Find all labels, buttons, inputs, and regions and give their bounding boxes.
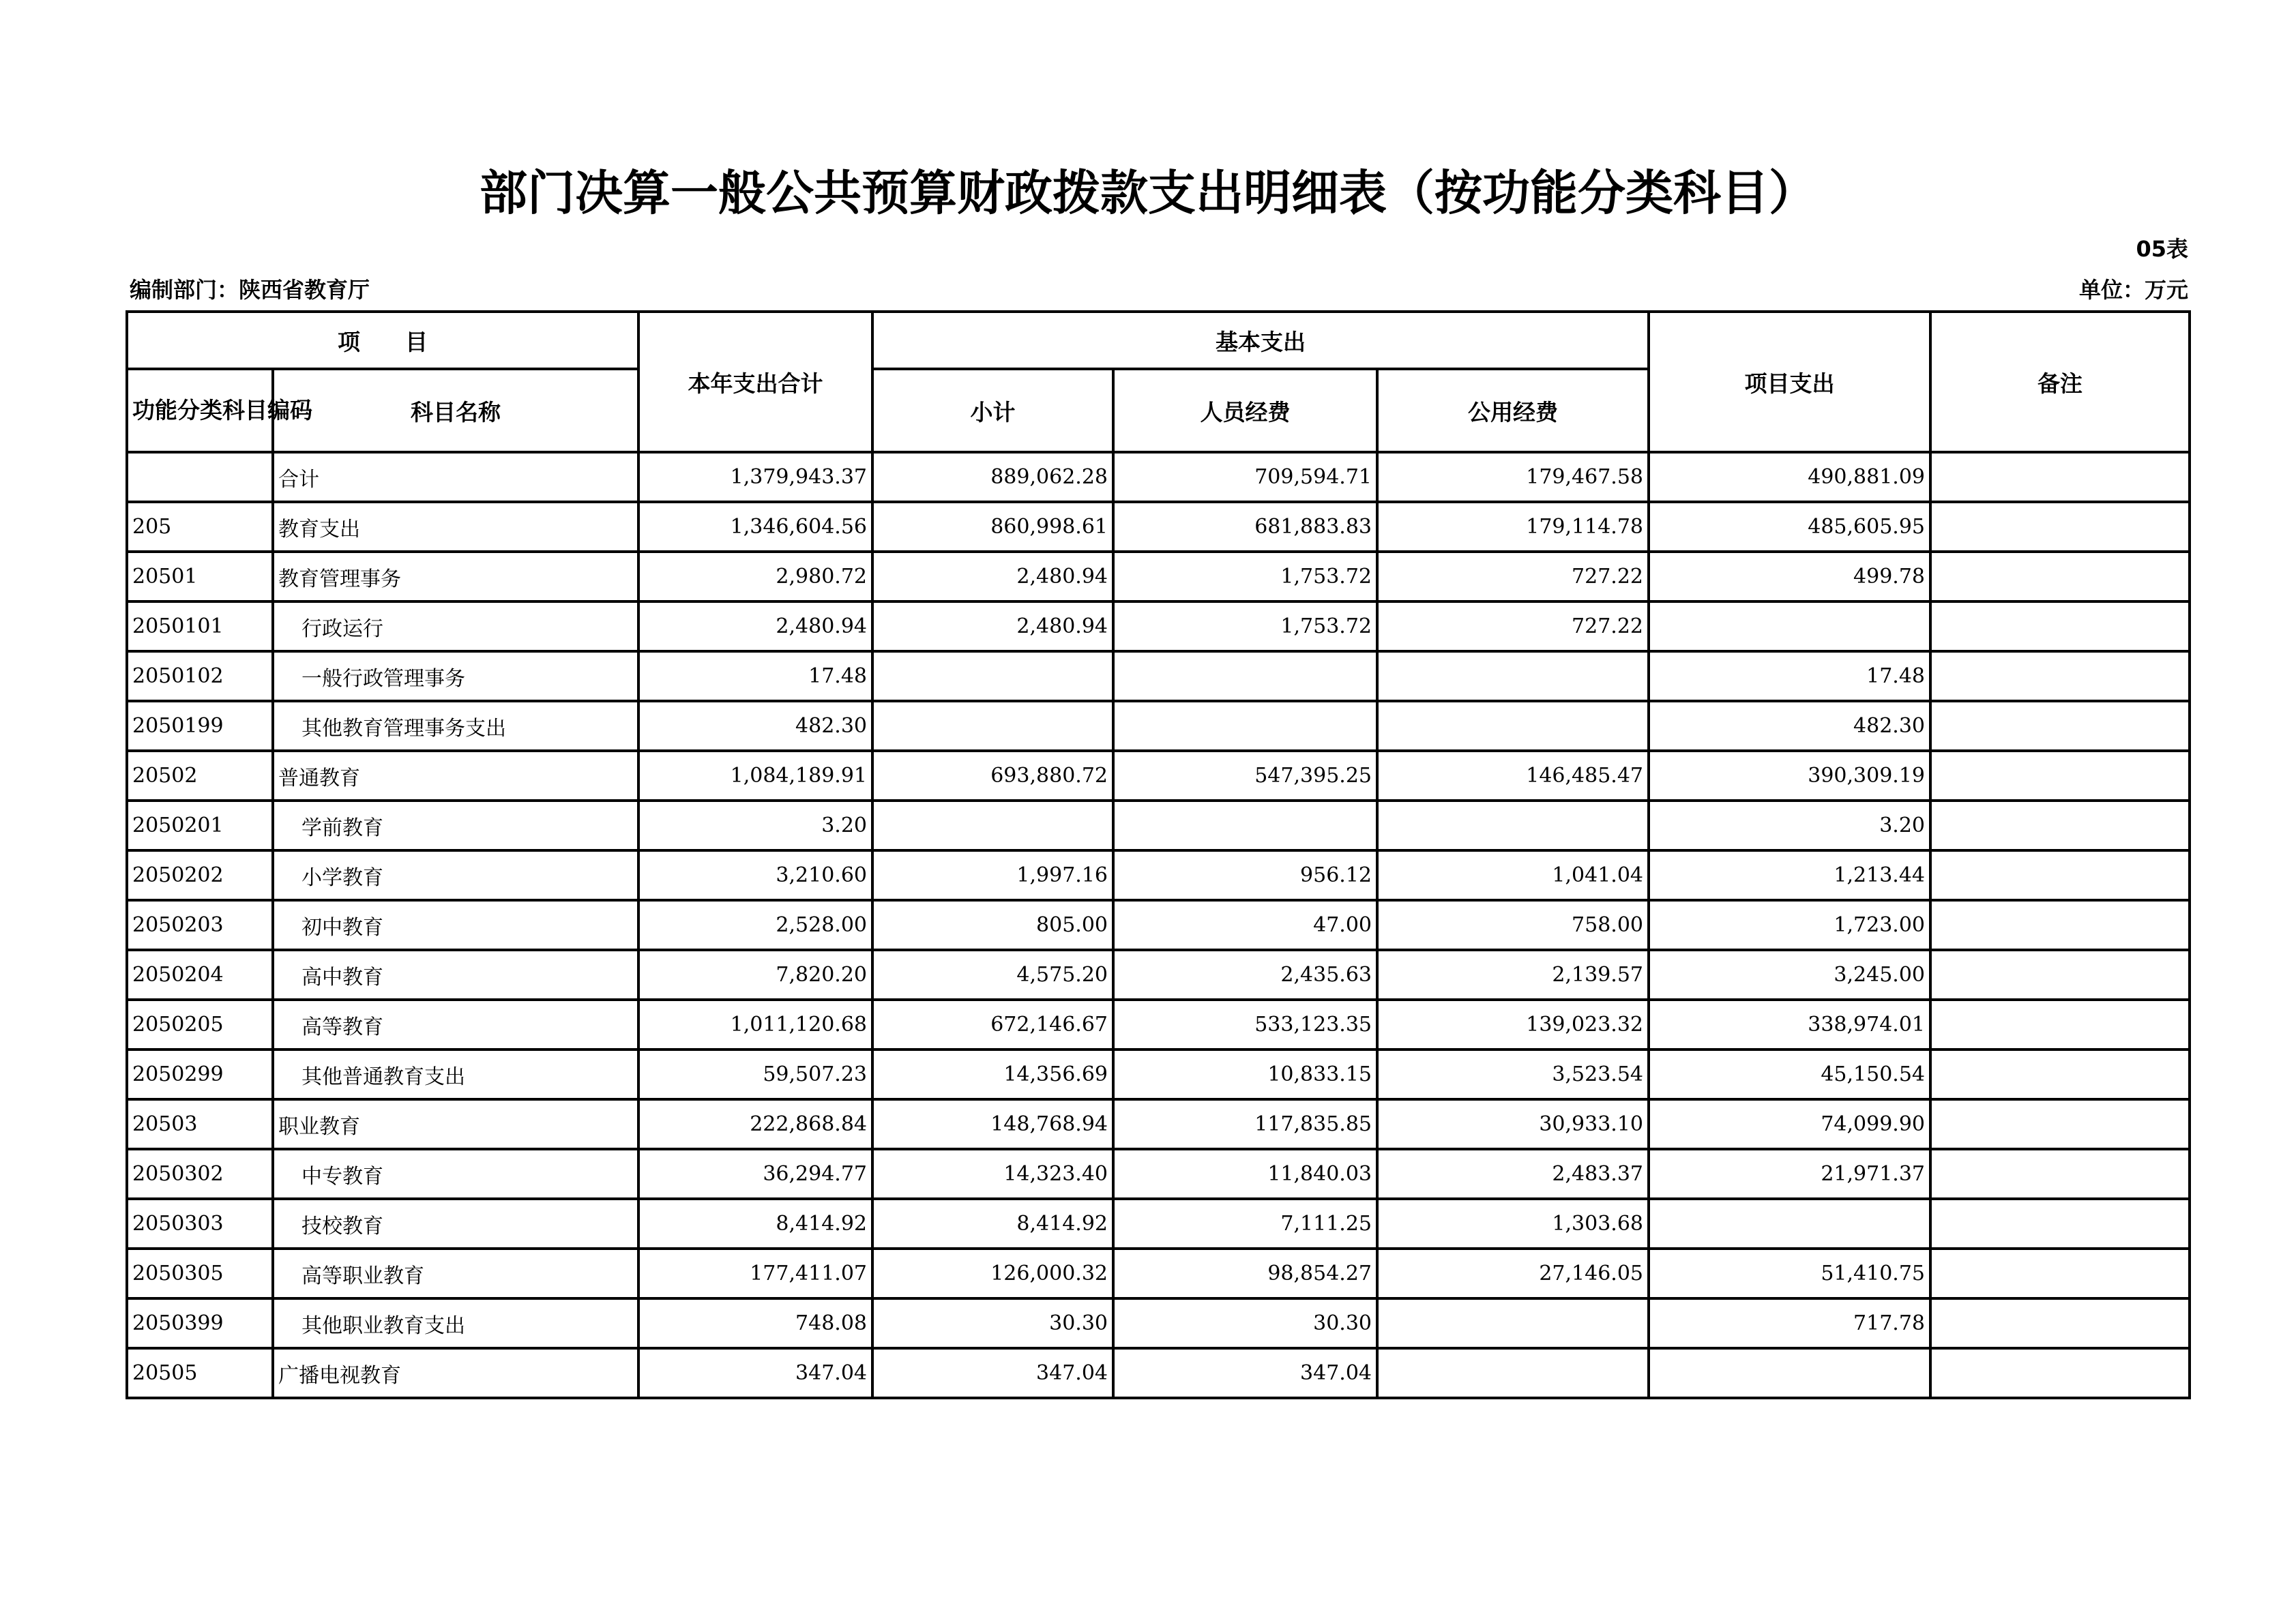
cell-remark bbox=[1930, 950, 2190, 1000]
cell-name: 职业教育 bbox=[273, 1099, 638, 1149]
cell-name: 其他教育管理事务支出 bbox=[273, 701, 638, 751]
cell-subtotal: 14,356.69 bbox=[872, 1049, 1113, 1099]
cell-project: 485,605.95 bbox=[1649, 502, 1930, 552]
cell-public: 179,114.78 bbox=[1377, 502, 1649, 552]
cell-public: 3,523.54 bbox=[1377, 1049, 1649, 1099]
cell-project: 1,213.44 bbox=[1649, 850, 1930, 900]
cell-remark bbox=[1930, 452, 2190, 502]
cell-code: 2050203 bbox=[127, 900, 273, 950]
cell-name: 教育管理事务 bbox=[273, 552, 638, 601]
cell-remark bbox=[1930, 1249, 2190, 1298]
cell-public: 27,146.05 bbox=[1377, 1249, 1649, 1298]
cell-public: 30,933.10 bbox=[1377, 1099, 1649, 1149]
header-code: 功能分类科目编码 bbox=[127, 369, 273, 452]
header-public: 公用经费 bbox=[1377, 369, 1649, 452]
cell-total: 8,414.92 bbox=[638, 1199, 872, 1249]
cell-project: 51,410.75 bbox=[1649, 1249, 1930, 1298]
cell-project bbox=[1649, 1199, 1930, 1249]
table-row bbox=[127, 651, 2190, 701]
cell-project: 3.20 bbox=[1649, 801, 1930, 850]
cell-remark bbox=[1930, 751, 2190, 801]
cell-code: 20505 bbox=[127, 1348, 273, 1398]
cell-personnel: 1,753.72 bbox=[1113, 601, 1377, 651]
table-row bbox=[127, 950, 2190, 1000]
cell-subtotal: 2,480.94 bbox=[872, 601, 1113, 651]
cell-subtotal bbox=[872, 651, 1113, 701]
cell-code: 205 bbox=[127, 502, 273, 552]
cell-public: 146,485.47 bbox=[1377, 751, 1649, 801]
cell-personnel: 7,111.25 bbox=[1113, 1199, 1377, 1249]
table-row bbox=[127, 751, 2190, 801]
cell-remark bbox=[1930, 1099, 2190, 1149]
header-row-1 bbox=[127, 312, 2190, 369]
cell-name: 中专教育 bbox=[273, 1149, 638, 1199]
cell-public bbox=[1377, 1348, 1649, 1398]
cell-public: 727.22 bbox=[1377, 601, 1649, 651]
cell-personnel bbox=[1113, 801, 1377, 850]
cell-personnel: 956.12 bbox=[1113, 850, 1377, 900]
cell-code: 20501 bbox=[127, 552, 273, 601]
cell-subtotal bbox=[872, 801, 1113, 850]
cell-project: 21,971.37 bbox=[1649, 1149, 1930, 1199]
cell-name: 高等教育 bbox=[273, 1000, 638, 1049]
table-row bbox=[127, 1049, 2190, 1099]
table-row bbox=[127, 1149, 2190, 1199]
cell-subtotal: 2,480.94 bbox=[872, 552, 1113, 601]
cell-remark bbox=[1930, 1000, 2190, 1049]
cell-total: 1,084,189.91 bbox=[638, 751, 872, 801]
cell-subtotal: 693,880.72 bbox=[872, 751, 1113, 801]
table-row bbox=[127, 1249, 2190, 1298]
cell-personnel bbox=[1113, 651, 1377, 701]
cell-name: 教育支出 bbox=[273, 502, 638, 552]
cell-subtotal: 14,323.40 bbox=[872, 1149, 1113, 1199]
cell-name: 行政运行 bbox=[273, 601, 638, 651]
cell-name: 其他普通教育支出 bbox=[273, 1049, 638, 1099]
header-project-expenditure: 项目支出 bbox=[1649, 312, 1930, 452]
cell-public: 727.22 bbox=[1377, 552, 1649, 601]
cell-code: 2050199 bbox=[127, 701, 273, 751]
page-title: 部门决算一般公共预算财政拨款支出明细表（按功能分类科目） bbox=[480, 165, 1816, 221]
table-row bbox=[127, 701, 2190, 751]
cell-name: 普通教育 bbox=[273, 751, 638, 801]
cell-personnel: 533,123.35 bbox=[1113, 1000, 1377, 1049]
cell-project: 482.30 bbox=[1649, 701, 1930, 751]
header-project: 项 目 bbox=[127, 312, 638, 369]
cell-total: 59,507.23 bbox=[638, 1049, 872, 1099]
cell-total: 3,210.60 bbox=[638, 850, 872, 900]
cell-subtotal: 4,575.20 bbox=[872, 950, 1113, 1000]
cell-total: 177,411.07 bbox=[638, 1249, 872, 1298]
table-row bbox=[127, 900, 2190, 950]
header-remark: 备注 bbox=[1930, 312, 2190, 452]
cell-remark bbox=[1930, 552, 2190, 601]
compiling-department: 编制部门：陕西省教育厅 bbox=[130, 277, 370, 303]
cell-project: 3,245.00 bbox=[1649, 950, 1930, 1000]
cell-code: 2050299 bbox=[127, 1049, 273, 1099]
cell-public: 758.00 bbox=[1377, 900, 1649, 950]
cell-name: 高等职业教育 bbox=[273, 1249, 638, 1298]
cell-personnel: 98,854.27 bbox=[1113, 1249, 1377, 1298]
header-subtotal: 小计 bbox=[872, 369, 1113, 452]
table-row bbox=[127, 601, 2190, 651]
cell-code: 2050102 bbox=[127, 651, 273, 701]
cell-code: 20503 bbox=[127, 1099, 273, 1149]
cell-total: 3.20 bbox=[638, 801, 872, 850]
cell-total: 482.30 bbox=[638, 701, 872, 751]
cell-remark bbox=[1930, 1298, 2190, 1348]
cell-total: 17.48 bbox=[638, 651, 872, 701]
cell-subtotal: 860,998.61 bbox=[872, 502, 1113, 552]
cell-subtotal: 1,997.16 bbox=[872, 850, 1113, 900]
cell-total: 36,294.77 bbox=[638, 1149, 872, 1199]
cell-personnel: 11,840.03 bbox=[1113, 1149, 1377, 1199]
cell-code: 2050202 bbox=[127, 850, 273, 900]
cell-name: 一般行政管理事务 bbox=[273, 651, 638, 701]
cell-remark bbox=[1930, 1348, 2190, 1398]
cell-name: 初中教育 bbox=[273, 900, 638, 950]
cell-remark bbox=[1930, 1049, 2190, 1099]
cell-code: 20502 bbox=[127, 751, 273, 801]
cell-public: 2,139.57 bbox=[1377, 950, 1649, 1000]
cell-project: 390,309.19 bbox=[1649, 751, 1930, 801]
cell-personnel: 2,435.63 bbox=[1113, 950, 1377, 1000]
cell-public: 139,023.32 bbox=[1377, 1000, 1649, 1049]
cell-code: 2050204 bbox=[127, 950, 273, 1000]
cell-name: 学前教育 bbox=[273, 801, 638, 850]
table-row bbox=[127, 850, 2190, 900]
header-personnel: 人员经费 bbox=[1113, 369, 1377, 452]
table-row bbox=[127, 502, 2190, 552]
cell-project: 338,974.01 bbox=[1649, 1000, 1930, 1049]
header-basic: 基本支出 bbox=[872, 312, 1649, 369]
table-row bbox=[127, 452, 2190, 502]
table-row bbox=[127, 1199, 2190, 1249]
header-name: 科目名称 bbox=[273, 369, 638, 452]
cell-project: 490,881.09 bbox=[1649, 452, 1930, 502]
table-row bbox=[127, 801, 2190, 850]
cell-total: 1,011,120.68 bbox=[638, 1000, 872, 1049]
cell-project: 45,150.54 bbox=[1649, 1049, 1930, 1099]
cell-subtotal: 889,062.28 bbox=[872, 452, 1113, 502]
expenditure-table bbox=[126, 310, 2191, 1399]
cell-project: 717.78 bbox=[1649, 1298, 1930, 1348]
cell-remark bbox=[1930, 502, 2190, 552]
cell-project: 17.48 bbox=[1649, 651, 1930, 701]
cell-remark bbox=[1930, 701, 2190, 751]
table-row bbox=[127, 552, 2190, 601]
cell-project: 499.78 bbox=[1649, 552, 1930, 601]
cell-name: 其他职业教育支出 bbox=[273, 1298, 638, 1348]
cell-public: 1,303.68 bbox=[1377, 1199, 1649, 1249]
cell-personnel: 10,833.15 bbox=[1113, 1049, 1377, 1099]
cell-subtotal: 672,146.67 bbox=[872, 1000, 1113, 1049]
table-row bbox=[127, 1099, 2190, 1149]
cell-personnel: 117,835.85 bbox=[1113, 1099, 1377, 1149]
header-total: 本年支出合计 bbox=[638, 312, 872, 452]
cell-code: 2050303 bbox=[127, 1199, 273, 1249]
cell-remark bbox=[1930, 1199, 2190, 1249]
cell-total: 2,528.00 bbox=[638, 900, 872, 950]
cell-name: 高中教育 bbox=[273, 950, 638, 1000]
cell-subtotal: 805.00 bbox=[872, 900, 1113, 950]
cell-personnel: 547,395.25 bbox=[1113, 751, 1377, 801]
cell-code: 2050101 bbox=[127, 601, 273, 651]
cell-personnel: 709,594.71 bbox=[1113, 452, 1377, 502]
cell-total: 2,980.72 bbox=[638, 552, 872, 601]
cell-name: 广播电视教育 bbox=[273, 1348, 638, 1398]
cell-total: 748.08 bbox=[638, 1298, 872, 1348]
cell-total: 347.04 bbox=[638, 1348, 872, 1398]
cell-remark bbox=[1930, 1149, 2190, 1199]
cell-public bbox=[1377, 701, 1649, 751]
cell-subtotal: 126,000.32 bbox=[872, 1249, 1113, 1298]
cell-remark bbox=[1930, 651, 2190, 701]
cell-code bbox=[127, 452, 273, 502]
table-row bbox=[127, 1000, 2190, 1049]
cell-public bbox=[1377, 801, 1649, 850]
cell-project bbox=[1649, 1348, 1930, 1398]
form-number: 05表 bbox=[2136, 236, 2188, 262]
cell-personnel: 681,883.83 bbox=[1113, 502, 1377, 552]
cell-code: 2050201 bbox=[127, 801, 273, 850]
cell-personnel: 347.04 bbox=[1113, 1348, 1377, 1398]
cell-name: 小学教育 bbox=[273, 850, 638, 900]
cell-name: 技校教育 bbox=[273, 1199, 638, 1249]
cell-subtotal: 30.30 bbox=[872, 1298, 1113, 1348]
cell-code: 2050205 bbox=[127, 1000, 273, 1049]
cell-total: 1,379,943.37 bbox=[638, 452, 872, 502]
cell-project: 1,723.00 bbox=[1649, 900, 1930, 950]
cell-code: 2050302 bbox=[127, 1149, 273, 1199]
cell-subtotal: 8,414.92 bbox=[872, 1199, 1113, 1249]
cell-subtotal: 148,768.94 bbox=[872, 1099, 1113, 1149]
cell-public: 1,041.04 bbox=[1377, 850, 1649, 900]
cell-code: 2050399 bbox=[127, 1298, 273, 1348]
cell-total: 1,346,604.56 bbox=[638, 502, 872, 552]
cell-project: 74,099.90 bbox=[1649, 1099, 1930, 1149]
cell-total: 7,820.20 bbox=[638, 950, 872, 1000]
cell-subtotal bbox=[872, 701, 1113, 751]
cell-total: 2,480.94 bbox=[638, 601, 872, 651]
cell-personnel bbox=[1113, 701, 1377, 751]
table-row bbox=[127, 1348, 2190, 1398]
cell-personnel: 1,753.72 bbox=[1113, 552, 1377, 601]
cell-remark bbox=[1930, 801, 2190, 850]
cell-public: 2,483.37 bbox=[1377, 1149, 1649, 1199]
cell-project bbox=[1649, 601, 1930, 651]
cell-public bbox=[1377, 651, 1649, 701]
cell-total: 222,868.84 bbox=[638, 1099, 872, 1149]
cell-remark bbox=[1930, 900, 2190, 950]
cell-remark bbox=[1930, 850, 2190, 900]
cell-remark bbox=[1930, 601, 2190, 651]
table-row bbox=[127, 1298, 2190, 1348]
cell-public bbox=[1377, 1298, 1649, 1348]
cell-code: 2050305 bbox=[127, 1249, 273, 1298]
cell-subtotal: 347.04 bbox=[872, 1348, 1113, 1398]
cell-public: 179,467.58 bbox=[1377, 452, 1649, 502]
cell-personnel: 47.00 bbox=[1113, 900, 1377, 950]
cell-personnel: 30.30 bbox=[1113, 1298, 1377, 1348]
table-body bbox=[127, 452, 2190, 1398]
currency-unit: 单位：万元 bbox=[2078, 277, 2188, 303]
cell-name: 合计 bbox=[273, 452, 638, 502]
